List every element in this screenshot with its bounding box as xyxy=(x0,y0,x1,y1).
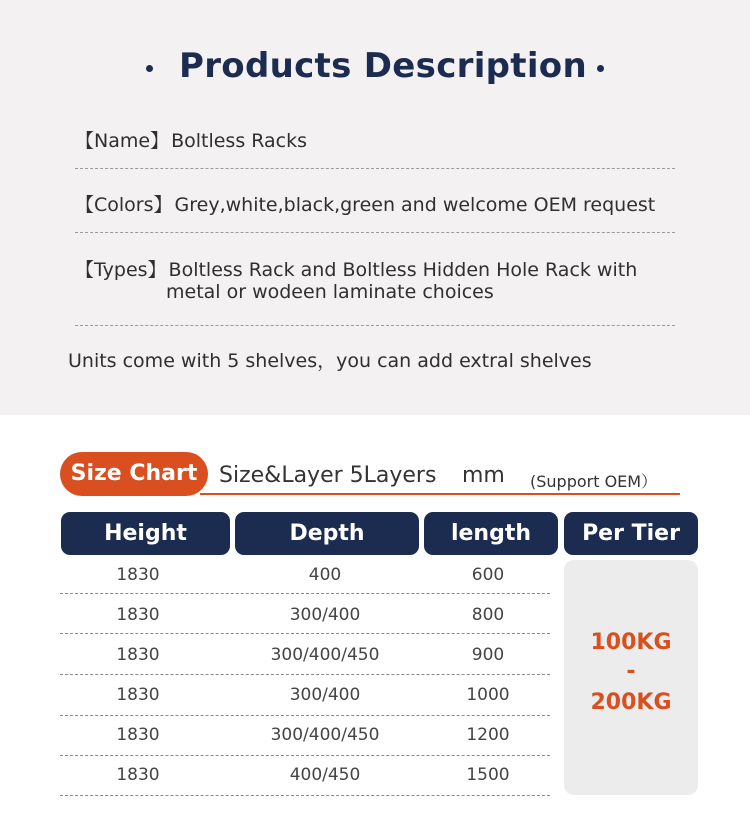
row-divider xyxy=(60,755,550,756)
cell-depth: 400 xyxy=(308,565,342,585)
column-header-height: Height xyxy=(61,512,230,555)
page-title: Products Description xyxy=(179,46,587,86)
row-divider xyxy=(60,674,550,675)
cell-length: 1200 xyxy=(466,725,510,745)
cell-depth: 300/400/450 xyxy=(270,645,380,665)
cell-length: 600 xyxy=(471,565,505,585)
description-panel xyxy=(0,0,750,415)
cell-depth: 300/400 xyxy=(289,685,361,705)
per-tier-capacity xyxy=(564,560,698,795)
size-chart-unit: mm xyxy=(462,463,505,488)
cell-length: 900 xyxy=(471,645,505,665)
name-value: Boltless Racks xyxy=(171,130,308,152)
cell-height: 1830 xyxy=(116,725,160,745)
per-tier-max: 200KG xyxy=(590,690,672,715)
cell-depth: 300/400 xyxy=(289,605,361,625)
cell-length: 1500 xyxy=(466,765,510,785)
title-row xyxy=(0,46,750,86)
cell-height: 1830 xyxy=(116,765,160,785)
row-divider xyxy=(60,633,550,634)
column-header-per-tier: Per Tier xyxy=(564,512,698,555)
cell-depth: 300/400/450 xyxy=(270,725,380,745)
column-header-depth: Depth xyxy=(235,512,419,555)
per-tier-separator: - xyxy=(626,659,636,684)
cell-height: 1830 xyxy=(116,645,160,665)
cell-depth: 400/450 xyxy=(289,765,361,785)
per-tier-min: 100KG xyxy=(590,630,672,655)
cell-height: 1830 xyxy=(116,685,160,705)
divider xyxy=(75,168,675,169)
size-chart-subtitle: Size&Layer 5Layers xyxy=(219,463,437,488)
colors-label: 【Colors】 xyxy=(75,194,173,216)
bullet-dot-icon xyxy=(597,65,604,72)
types-value-line1: Boltless Rack and Boltless Hidden Hole Rack with xyxy=(168,259,638,281)
divider xyxy=(75,325,675,326)
info-name xyxy=(75,126,307,153)
cell-height: 1830 xyxy=(116,565,160,585)
row-divider xyxy=(60,593,550,594)
types-label: 【Types】 xyxy=(75,259,167,281)
types-value-line2: metal or wodeen laminate choices xyxy=(166,281,494,303)
info-colors xyxy=(75,190,655,217)
row-divider xyxy=(60,795,550,796)
cell-length: 1000 xyxy=(466,685,510,705)
info-types xyxy=(75,255,637,282)
units-note: Units come with 5 shelves，you can add extral shelves xyxy=(68,350,592,372)
divider xyxy=(75,232,675,233)
size-chart-oem-note: (Support OEM） xyxy=(530,472,658,491)
size-chart-underline xyxy=(200,493,680,495)
column-header-length: length xyxy=(424,512,558,555)
size-chart-pill: Size Chart xyxy=(60,452,208,496)
name-label: 【Name】 xyxy=(75,130,170,152)
bullet-dot-icon xyxy=(146,65,153,72)
row-divider xyxy=(60,715,550,716)
cell-length: 800 xyxy=(471,605,505,625)
colors-value: Grey,white,black,green and welcome OEM request xyxy=(174,194,656,216)
cell-height: 1830 xyxy=(116,605,160,625)
